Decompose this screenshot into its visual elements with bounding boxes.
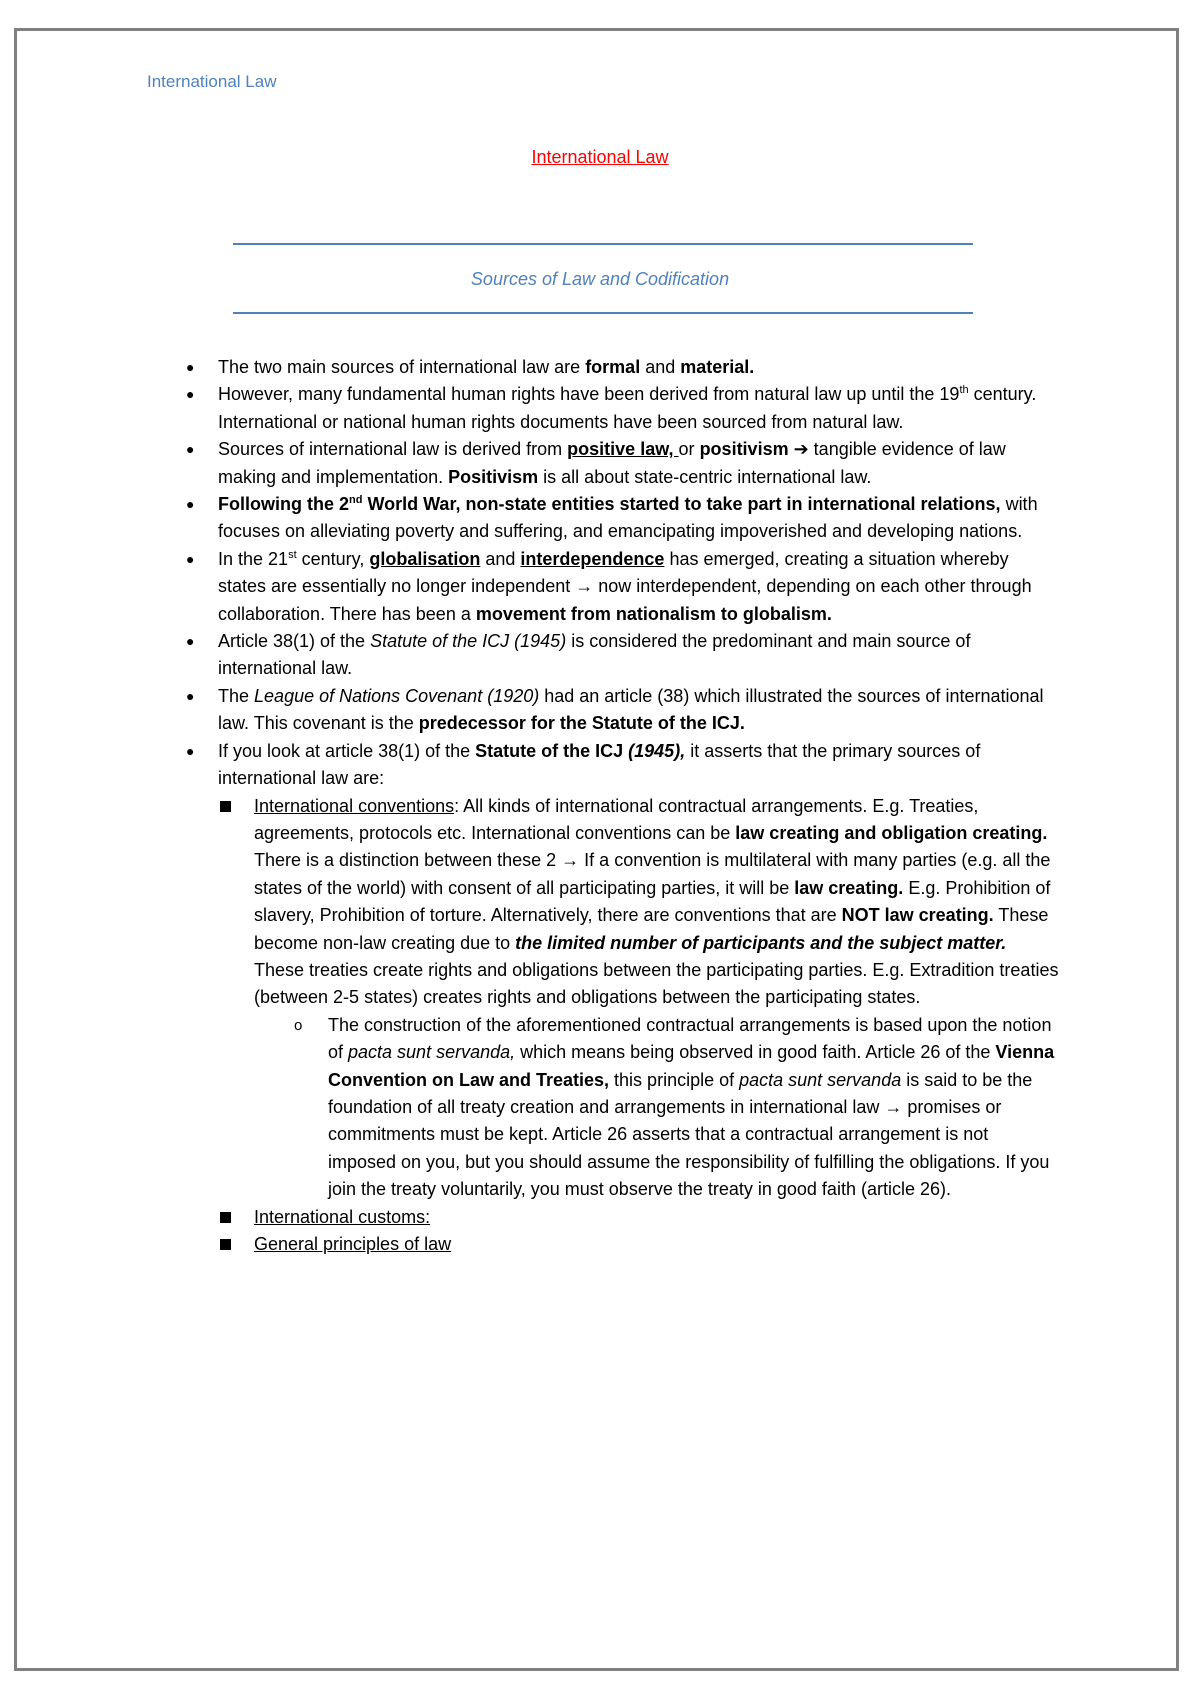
text-run: Positivism bbox=[448, 466, 539, 487]
document-body bbox=[180, 354, 1060, 1258]
text-run: interdependence bbox=[520, 548, 665, 569]
list-item bbox=[292, 1012, 1060, 1204]
round-bullet-icon: ● bbox=[186, 441, 195, 458]
round-bullet-icon: ● bbox=[186, 386, 195, 403]
text-run: Article 38(1) of the bbox=[218, 631, 371, 652]
square-bullet-icon bbox=[220, 1212, 231, 1223]
subtitle-rule-top bbox=[233, 243, 973, 245]
text-run: : All kinds of international contractual arrangements. E.g. Treaties, agreements, protocols etc. International conventions can be bbox=[254, 795, 979, 843]
text-run: International customs: bbox=[254, 1206, 431, 1227]
text-run: These treaties create rights and obligations between the participating parties. E.g. Extradition treaties (between 2-5 states) creates rights and obligations between the participating states. bbox=[254, 959, 1059, 1008]
list-item bbox=[180, 683, 1060, 738]
text-run: with focuses on alleviating poverty and suffering, and emancipating impoverished and developing nations. bbox=[218, 494, 1038, 542]
text-run: International conventions bbox=[254, 795, 455, 816]
text-run: the limited number of participants and the subject matter. bbox=[515, 932, 1007, 953]
text-run: formal bbox=[585, 357, 641, 377]
round-bullet-icon: ● bbox=[186, 496, 195, 513]
text-run: law creating and obligation creating. bbox=[735, 822, 1048, 843]
text-run: NOT law creating. bbox=[841, 905, 994, 926]
text-run: material. bbox=[680, 357, 755, 377]
superscript: st bbox=[288, 548, 297, 561]
text-run: predecessor for the Statute of the ICJ. bbox=[418, 713, 745, 734]
text-run: had an article (38) which illustrated the sources of international law. This covenant is the bbox=[218, 685, 1044, 734]
list-item bbox=[218, 1231, 1060, 1258]
square-bullet-icon bbox=[220, 1239, 231, 1250]
text-run: pacta sunt servanda, bbox=[348, 1042, 516, 1063]
document-title: International Law bbox=[531, 147, 669, 167]
text-run: Following the 2 bbox=[218, 494, 349, 515]
text-run: pacta sunt servanda bbox=[739, 1069, 902, 1090]
text-run: is considered the predominant and main source of international law. bbox=[218, 631, 971, 679]
text-run: century, bbox=[296, 548, 370, 569]
text-run: E.g. Prohibition of slavery, Prohibition of torture. Alternatively, there are conventions that are bbox=[254, 877, 1051, 926]
text-run: League of Nations Covenant (1920) bbox=[254, 685, 540, 706]
running-header: International Law bbox=[147, 72, 277, 91]
text-run: Vienna Convention on Law and Treaties, bbox=[328, 1042, 1055, 1090]
superscript: nd bbox=[349, 494, 363, 507]
text-run: has emerged, creating a situation whereby states are essentially no longer independent → now interdependent, depending on each other through collaboration. There has been a bbox=[218, 548, 1032, 624]
round-bullet-icon: ● bbox=[186, 359, 195, 375]
text-run: positive law, bbox=[567, 439, 679, 460]
text-run: is said to be the foundation of all treaty creation and arrangements in international law → promises or commitments must be kept. Article 26 asserts that a contractual arrangement is not imposed on you, but you should assume the responsibility of fulfilling the obligations. If you join the treaty voluntarily, you must observe the treaty in good faith (article 26). bbox=[328, 1069, 1050, 1200]
list-item bbox=[218, 793, 1060, 1204]
text-run: ➔ tangible evidence of law making and implementation. bbox=[218, 439, 1006, 487]
list-item bbox=[180, 546, 1060, 628]
text-run: movement from nationalism to globalism. bbox=[475, 603, 832, 624]
text-run: General principles of law bbox=[254, 1234, 452, 1254]
text-run: this principle of bbox=[609, 1069, 740, 1090]
round-bullet-icon: ● bbox=[186, 742, 195, 759]
sub-bullet-list bbox=[218, 793, 1060, 1259]
text-run: and bbox=[480, 548, 521, 569]
text-run: or bbox=[678, 439, 700, 460]
text-run: (1945), bbox=[623, 740, 686, 761]
list-item bbox=[180, 354, 1060, 381]
main-bullet-list bbox=[180, 354, 1060, 1258]
text-run: Statute of the ICJ (1945) bbox=[370, 631, 567, 652]
text-run: is all about state-centric international law. bbox=[538, 466, 872, 487]
text-run: World War, non-state entities started to take part in international relations, bbox=[362, 494, 1001, 515]
text-run: law creating. bbox=[794, 877, 904, 898]
text-run: positivism bbox=[699, 439, 789, 460]
sub-sub-bullet-list bbox=[254, 1012, 1060, 1204]
text-run: These become non-law creating due to bbox=[254, 905, 1049, 953]
text-run: it asserts that the primary sources of international law are: bbox=[218, 740, 981, 789]
text-run: However, many fundamental human rights have been derived from natural law up until the 19 bbox=[218, 384, 960, 405]
list-item bbox=[218, 1204, 1060, 1231]
text-run: The construction of the aforementioned contractual arrangements is based upon the notion of bbox=[328, 1014, 1052, 1063]
hollow-circle-bullet-icon: o bbox=[294, 1016, 303, 1034]
list-item bbox=[180, 436, 1060, 491]
list-item bbox=[180, 738, 1060, 1259]
text-run: which means being observed in good faith. Article 26 of the bbox=[515, 1042, 996, 1063]
text-run: The bbox=[218, 685, 255, 706]
list-item bbox=[180, 381, 1060, 436]
square-bullet-icon bbox=[220, 801, 231, 812]
text-run: In the 21 bbox=[218, 548, 289, 569]
text-run: century. International or national human rights documents have been sourced from natural law. bbox=[218, 384, 1037, 432]
text-run: The two main sources of international law are bbox=[218, 357, 586, 377]
round-bullet-icon: ● bbox=[186, 550, 195, 567]
section-subtitle: Sources of Law and Codification bbox=[470, 269, 730, 289]
text-run: Statute of the ICJ bbox=[475, 740, 624, 761]
list-item bbox=[180, 491, 1060, 546]
superscript: th bbox=[959, 384, 969, 397]
text-run: and bbox=[640, 357, 681, 377]
text-run: If you look at article 38(1) of the bbox=[218, 740, 476, 761]
text-run: There is a distinction between these 2 → If a convention is multilateral with many parties (e.g. all the states of the world) with consent of all participating parties, it will be bbox=[254, 850, 1051, 898]
round-bullet-icon: ● bbox=[186, 687, 195, 704]
list-item bbox=[180, 628, 1060, 683]
round-bullet-icon: ● bbox=[186, 633, 195, 650]
text-run: globalisation bbox=[369, 548, 481, 569]
text-run: Sources of international law is derived from bbox=[218, 439, 568, 460]
subtitle-rule-bottom bbox=[233, 312, 973, 314]
